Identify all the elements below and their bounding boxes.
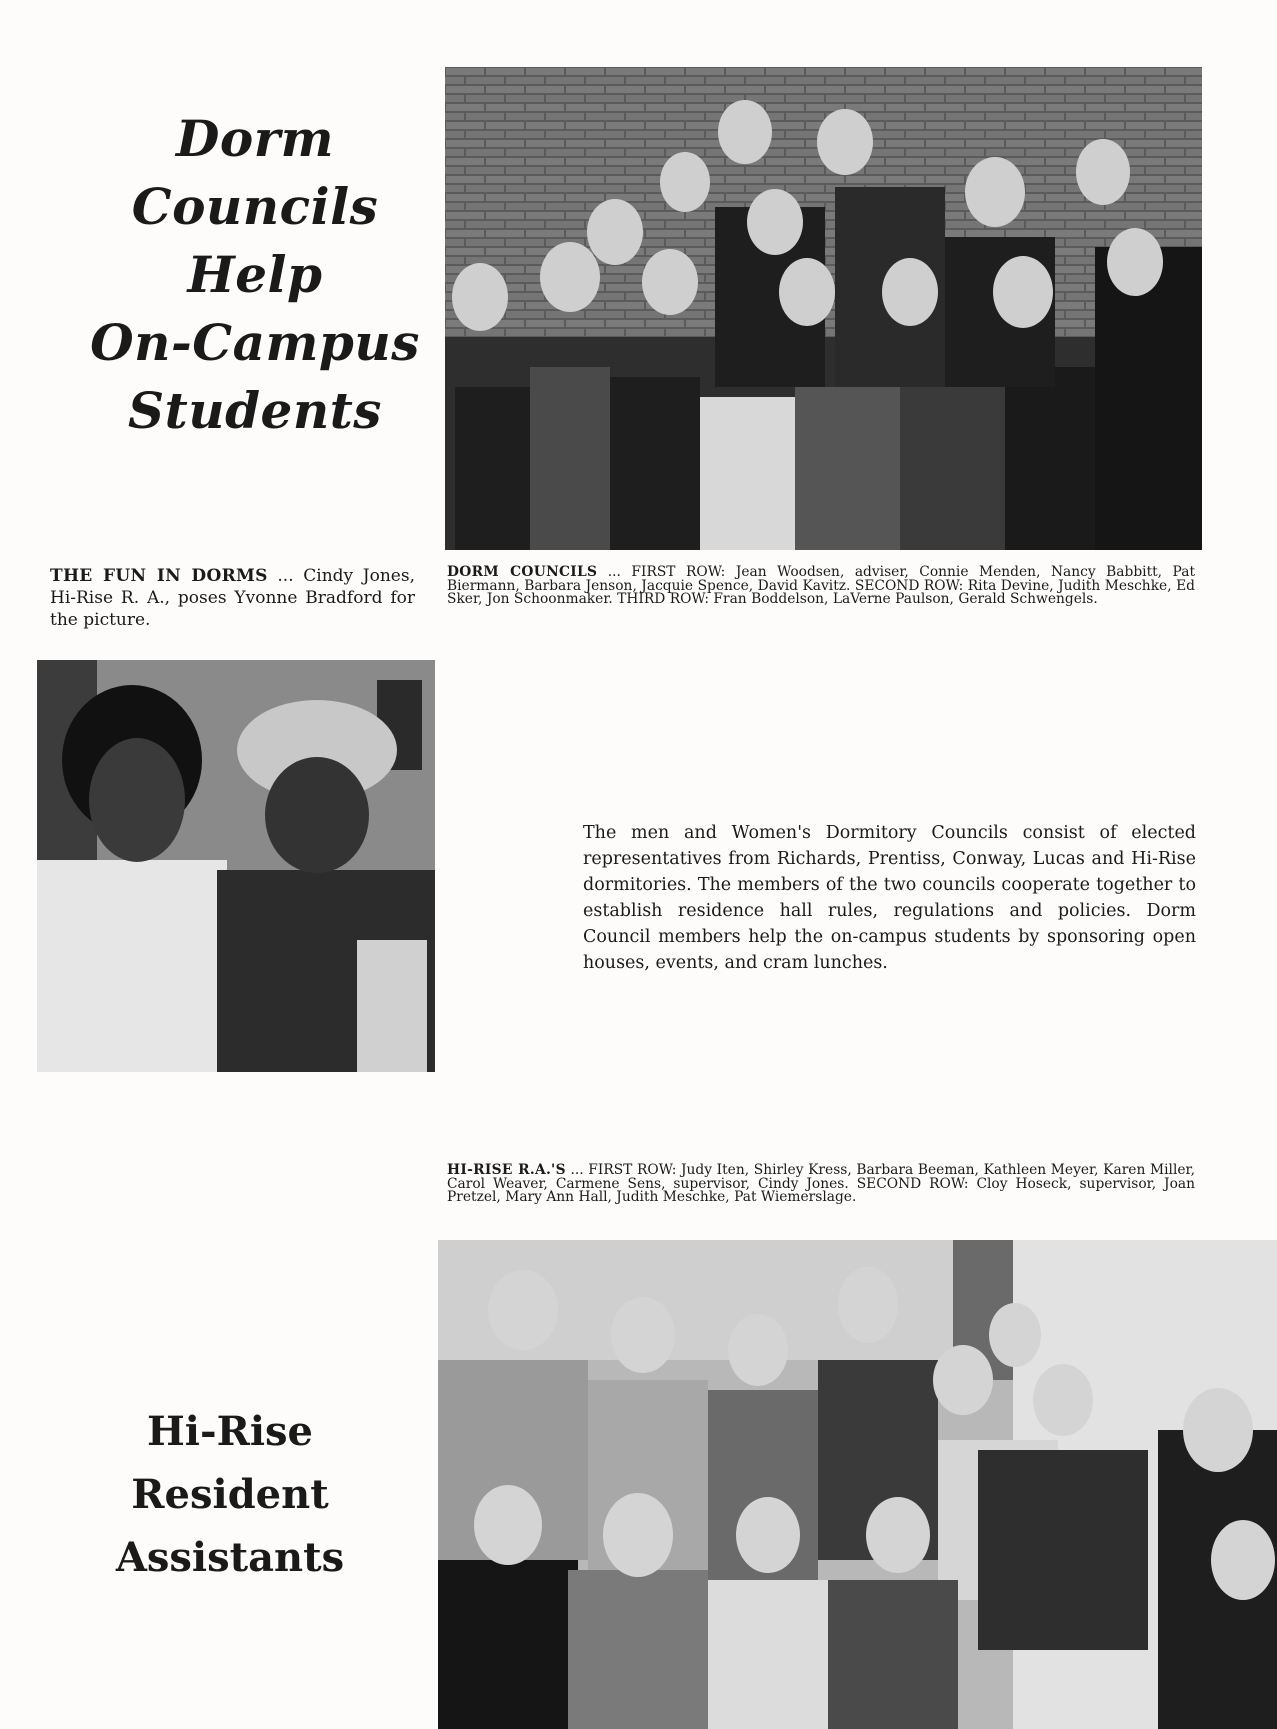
fun-in-dorms-caption — [50, 565, 415, 631]
fun-in-dorms-photo — [37, 660, 435, 1072]
candid-photo-image — [37, 660, 435, 1072]
headline-line: On-Campus — [90, 313, 420, 372]
headline-line: Resident — [131, 1471, 329, 1518]
headline-line: Help — [187, 245, 323, 304]
caption-text: ... FIRST ROW: Judy Iten, Shirley Kress, Barbara Beeman, Kathleen Meyer, Karen Miller, Carol Weaver, Carmene Sens, supervisor, Cindy Jones. SECOND ROW: Cloy Hoseck, supervisor, Joan Pretzel, Mary Ann Hall, Judith Meschke, Pat Wiemerslage. — [447, 1162, 1195, 1205]
headline-line: Dorm — [176, 109, 334, 168]
hi-rise-ras-caption — [447, 1164, 1195, 1205]
group-photo-image — [445, 67, 1202, 550]
caption-text: ... Cindy Jones, Hi-Rise R. A., poses Yvonne Bradford for the picture. — [50, 566, 415, 630]
dorm-councils-photo — [445, 67, 1202, 550]
caption-lead: THE FUN IN DORMS — [50, 566, 268, 586]
hi-rise-ras-photo — [438, 1240, 1277, 1729]
headline-line: Councils — [131, 177, 379, 236]
dorm-councils-caption — [447, 566, 1195, 607]
headline-line: Students — [128, 381, 382, 440]
group-photo-image — [438, 1240, 1277, 1729]
caption-text: ... FIRST ROW: Jean Woodsen, adviser, Connie Menden, Nancy Babbitt, Pat Biermann, Barbara Jenson, Jacquie Spence, David Kavitz. SECOND ROW: Rita Devine, Judith Meschke, Ed Sker, Jon Schoonmaker. THIRD ROW: Fran Boddelson, LaVerne Paulson, Gerald Schwengels. — [447, 564, 1195, 607]
council-description: The men and Women's Dormitory Councils consist of elected representatives from Richards, Prentiss, Conway, Lucas and Hi-Rise dormitories. The members of the two councils cooperate together to establish residence hall rules, regulations and policies. Dorm Council members help the on-campus students by sponsoring open houses, events, and cram lunches. — [583, 823, 1196, 973]
caption-lead: HI-RISE R.A.'S — [447, 1162, 566, 1178]
page-headline — [40, 105, 470, 445]
section-headline — [40, 1400, 420, 1589]
headline-line: Hi-Rise — [147, 1408, 313, 1455]
caption-lead: DORM COUNCILS — [447, 564, 598, 580]
headline-line: Assistants — [115, 1534, 345, 1581]
